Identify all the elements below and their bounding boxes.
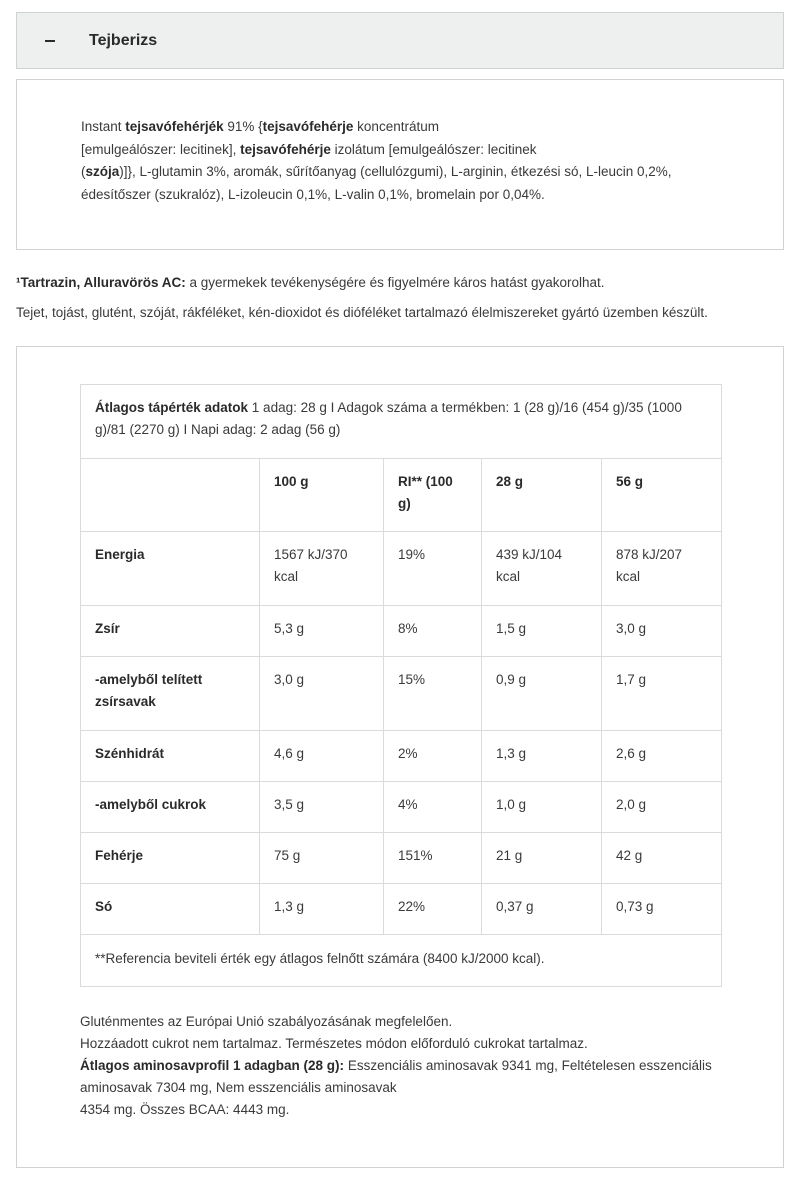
table-row [81, 782, 722, 833]
header-cell: 28 g [482, 459, 602, 532]
table-caption-row [81, 385, 722, 459]
amino-profile-line: aminosavak 7304 mg, Nem esszenciális aminosavak [80, 1080, 397, 1095]
warning-bold: ¹Tartrazin, Alluravörös AC: [16, 275, 186, 290]
table-cell: 151% [384, 833, 482, 884]
table-cell: 4,6 g [260, 731, 384, 782]
table-row [81, 606, 722, 657]
row-label: -amelyből cukrok [81, 782, 260, 833]
table-footnote-row [81, 935, 722, 987]
table-cell: 0,37 g [482, 884, 602, 935]
table-cell: 1,0 g [482, 782, 602, 833]
ingredients-text [81, 116, 731, 206]
row-label: Só [81, 884, 260, 935]
caption-text: 1 adag: 28 g I Adagok száma a termékben: 1 (28 g)/16 (454 g)/35 (1000 g)/81 (2270 g) I Napi adag: 2 adag (56 g) [95, 400, 682, 437]
text-span: )]}, L-glutamin 3%, aromák, sűrítőanyag (cellulózgumi), L-arginin, étkezési só, L-leucin 0,2%, [119, 164, 672, 179]
table-cell: 2% [384, 731, 482, 782]
ingredients-line: édesítőszer (szukralóz), L-izoleucin 0,1%, L-valin 0,1%, bromelain por 0,04%. [81, 186, 545, 202]
table-cell: 75 g [260, 833, 384, 884]
table-cell: 1567 kJ/370 kcal [260, 532, 384, 606]
table-cell: 1,3 g [260, 884, 384, 935]
header-cell [81, 459, 260, 532]
table-row [81, 731, 722, 782]
table-cell: 2,6 g [602, 731, 722, 782]
allergen-note: Tejet, tojást, glutént, szóját, rákféléket, kén-dioxidot és dióféléket tartalmazó élelmiszereket gyártó üzemben készült. [16, 305, 708, 320]
text-span: Instant [81, 119, 126, 134]
table-cell: 5,3 g [260, 606, 384, 657]
ingredients-panel [16, 79, 784, 250]
ingredients-line [81, 139, 731, 162]
table-cell: 15% [384, 657, 482, 731]
table-header-row [81, 459, 722, 532]
table-cell: 0,9 g [482, 657, 602, 731]
table-cell: 42 g [602, 833, 722, 884]
header-cell: RI** (100 g) [384, 459, 482, 532]
table-cell: 3,0 g [260, 657, 384, 731]
text-span: koncentrátum [353, 119, 439, 134]
ingredients-line [81, 116, 731, 139]
accordion-header[interactable] [16, 12, 784, 69]
header-cell: 56 g [602, 459, 722, 532]
gluten-free-note: Gluténmentes az Európai Unió szabályozásának megfelelően. [80, 1014, 453, 1029]
warning-text: a gyermekek tevékenységére és figyelmére káros hatást gyakorolhat. [185, 275, 605, 290]
table-caption [81, 385, 722, 459]
table-cell: 878 kJ/207 kcal [602, 532, 722, 606]
table-row [81, 532, 722, 606]
row-label: Zsír [81, 606, 260, 657]
row-label: Szénhidrát [81, 731, 260, 782]
table-cell: 2,0 g [602, 782, 722, 833]
table-row [81, 833, 722, 884]
text-span: 91% { [223, 119, 263, 134]
table-cell: 1,5 g [482, 606, 602, 657]
text-span: izolátum [emulgeálószer: lecitinek [330, 141, 537, 157]
table-cell: 1,3 g [482, 731, 602, 782]
row-label: -amelyből telített zsírsavak [81, 657, 260, 731]
row-label: Energia [81, 532, 260, 606]
minus-icon[interactable] [45, 40, 55, 42]
table-cell: 3,0 g [602, 606, 722, 657]
bold-allergen: tejsavófehérjék [125, 119, 224, 134]
table-cell: 3,5 g [260, 782, 384, 833]
bold-allergen: tejsavófehérje [262, 119, 354, 134]
caption-bold: Átlagos tápérték adatok [95, 400, 249, 415]
text-span: [emulgeálószer: lecitinek], [81, 141, 241, 157]
table-cell: 19% [384, 532, 482, 606]
table-cell: 21 g [482, 833, 602, 884]
table-cell: 0,73 g [602, 884, 722, 935]
text-span: ( [81, 164, 86, 179]
amino-profile-bold: Átlagos aminosavprofil 1 adagban (28 g): [80, 1058, 345, 1073]
table-cell: 4% [384, 782, 482, 833]
table-cell: 8% [384, 606, 482, 657]
nutrition-table [80, 384, 722, 987]
bold-allergen: tejsavófehérje [240, 141, 331, 157]
table-row [81, 884, 722, 935]
table-cell: 439 kJ/104 kcal [482, 532, 602, 606]
product-notes [80, 1011, 760, 1121]
table-row [81, 657, 722, 731]
nutrition-panel [16, 346, 784, 1168]
ingredients-line [81, 161, 731, 184]
row-label: Fehérje [81, 833, 260, 884]
additive-warning [16, 273, 605, 293]
bold-allergen: szója [85, 164, 120, 179]
amino-profile-line [80, 1055, 760, 1077]
sugar-note: Hozzáadott cukrot nem tartalmaz. Természetes módon előforduló cukrokat tartalmaz. [80, 1036, 588, 1051]
amino-profile-text: Esszenciális aminosavak 9341 mg, Feltételesen esszenciális [344, 1058, 712, 1073]
table-cell: 22% [384, 884, 482, 935]
accordion-title[interactable]: Tejberizs [89, 32, 158, 49]
table-footnote: **Referencia beviteli érték egy átlagos felnőtt számára (8400 kJ/2000 kcal). [81, 935, 722, 987]
table-cell: 1,7 g [602, 657, 722, 731]
header-cell: 100 g [260, 459, 384, 532]
amino-profile-line: 4354 mg. Összes BCAA: 4443 mg. [80, 1102, 290, 1117]
